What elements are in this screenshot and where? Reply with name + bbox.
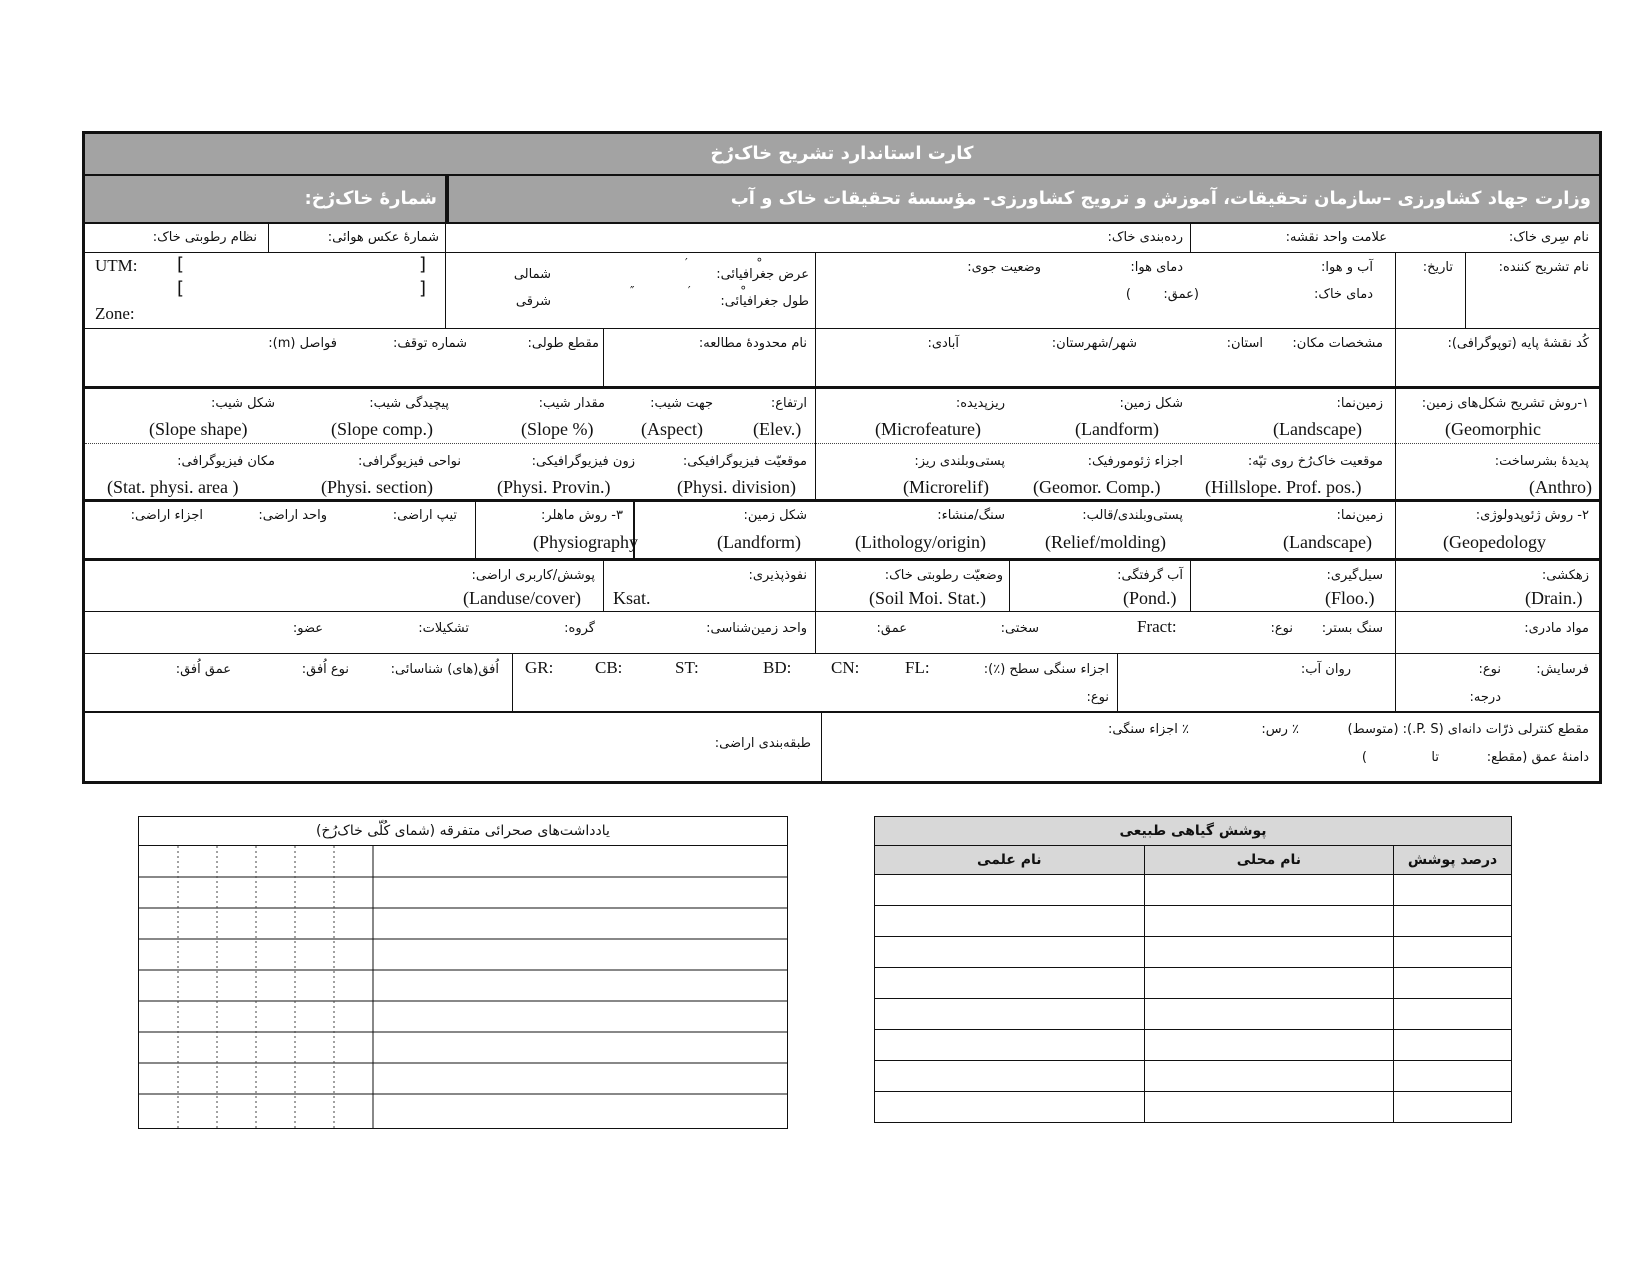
vegetation-cell[interactable] (1144, 906, 1394, 937)
physiography-method-label: ۳- روش ماهلر: (540, 508, 623, 523)
study-area-label: نام محدودهٔ مطالعه: (698, 336, 807, 351)
vegetation-title: پوشش گیاهی طبیعی (875, 817, 1512, 846)
physio-division-label: موقعیّت فیزیوگرافیکی: (682, 454, 807, 469)
vegetation-cell[interactable] (875, 875, 1145, 906)
fl-label: FL: (905, 658, 930, 677)
vegetation-cell[interactable] (1394, 1092, 1512, 1123)
vegetation-cell[interactable] (1394, 968, 1512, 999)
geopedo-landscape-en: (Landscape) (1283, 532, 1372, 552)
rock-fragments-label: ٪ اجزاء سنگی: (1107, 722, 1189, 737)
profile-number-label: شمارهٔ خاک‌رُخ: (304, 188, 437, 209)
geomorphic-method-en: (Geomorphic (1445, 419, 1541, 439)
flooding-label: سیل‌گیری: (1326, 568, 1383, 583)
landuse-en: (Landuse/cover) (463, 588, 581, 608)
vegetation-cell[interactable] (1144, 937, 1394, 968)
vegetation-cell[interactable] (1394, 1061, 1512, 1092)
fract-label: Fract: (1137, 617, 1177, 636)
vegetation-cell[interactable] (1144, 1092, 1394, 1123)
anthro-en: (Anthro) (1529, 477, 1592, 497)
map-unit-label: علامت واحد نقشه: (1285, 230, 1387, 245)
north-label: شمالی (513, 267, 551, 282)
vegetation-cell[interactable] (1144, 875, 1394, 906)
geopedo-landform-en: (Landform) (717, 532, 801, 552)
city-label: شهر/شهرستان: (1051, 336, 1137, 351)
landscape-en: (Landscape) (1273, 419, 1362, 439)
vegetation-cell[interactable] (1394, 1030, 1512, 1061)
depth-range-label: دامنهٔ عمق (مقطع: (1486, 750, 1589, 765)
vegetation-cell[interactable] (875, 968, 1145, 999)
slope-shape-en: (Slope shape) (149, 419, 248, 439)
vegetation-cell[interactable] (875, 937, 1145, 968)
ministry-title: وزارت جهاد کشاورزی –سازمان تحقیقات، آموزش و ترویج کشاورزی- مؤسسهٔ تحقیقات خاک و آب (730, 188, 1591, 209)
field-notes-title: یادداشت‌های صحرائی متفرقه (شمای کُلّی خاک‌رُخ) (316, 823, 610, 839)
bedrock-type-label: نوع: (1270, 621, 1293, 636)
runoff-label: روان آب: (1300, 662, 1351, 677)
village-label: آبادی: (927, 336, 959, 351)
physio-section-label: نواحی فیزیوگرافی: (358, 454, 461, 469)
col-cover-percent: درصد پوشش (1394, 846, 1512, 875)
slope-en: (Slope %) (521, 419, 594, 439)
vegetation-cell[interactable] (1144, 1061, 1394, 1092)
card-title: کارت استاندارد تشریح خاک‌رُخ (710, 143, 974, 164)
vegetation-cell[interactable] (1394, 906, 1512, 937)
elevation-label: ارتفاع: (770, 396, 807, 411)
vegetation-cell[interactable] (1144, 968, 1394, 999)
relief-en: (Relief/molding) (1045, 532, 1166, 552)
microfeature-en: (Microfeature) (875, 419, 981, 439)
physio-province-label: زون فیزیوگرافیکی: (531, 454, 635, 469)
landuse-label: پوشش/کاربری اراضی: (471, 568, 595, 583)
physio-area-en: (Stat. physi. area ) (107, 477, 239, 497)
soil-series-label: نام سِری خاک: (1508, 230, 1589, 245)
gr-label: GR: (525, 658, 554, 677)
slope-label: مقدار شیب: (538, 396, 605, 411)
infiltration-label: نفوذپذیری: (748, 568, 807, 583)
atmos-condition-label: وضعیت جوی: (967, 260, 1041, 275)
anthro-label: پدیدهٔ بشرساخت: (1494, 454, 1589, 469)
geologic-unit-label: واحد زمین‌شناسی: (706, 621, 807, 636)
drainage-label: زهکشی: (1541, 568, 1589, 583)
microfeature-label: ریزپدیده: (955, 396, 1005, 411)
land-unit-label: واحد اراضی: (258, 508, 327, 523)
cn-label: CN: (831, 658, 860, 677)
ponding-en: (Pond.) (1123, 588, 1177, 608)
relief-label: پستی‌وبلندی/قالب: (1082, 508, 1183, 523)
st-label: ST: (675, 658, 699, 677)
vegetation-cell[interactable] (875, 1030, 1145, 1061)
aerial-photo-label: شمارهٔ عکس هوائی: (327, 230, 439, 245)
landform-en: (Landform) (1075, 419, 1159, 439)
physio-province-en: (Physi. Provin.) (497, 477, 611, 497)
slope-shape-label: شکل شیب: (210, 396, 275, 411)
air-temp-label: دمای هوا: (1130, 260, 1183, 275)
field-notes-box (138, 816, 788, 1129)
surface-fragments-label: اجزاء سنگی سطح (٪): (983, 662, 1109, 677)
moisture-regime-label: نظام رطوبتی خاک: (152, 230, 257, 245)
soil-classification-label: رده‌بندی خاک: (1107, 230, 1183, 245)
erosion-label: فرسایش: (1536, 662, 1589, 677)
physiography-method-en: (Physiography (533, 532, 638, 552)
diagnostic-horizon-label: اُفق(های) شناسائی: (390, 662, 499, 677)
land-type-label: تیپ اراضی: (392, 508, 457, 523)
infiltration-en: Ksat. (613, 588, 651, 608)
physio-area-label: مکان فیزیوگرافی: (177, 454, 275, 469)
parent-material-label: مواد مادری: (1524, 621, 1589, 636)
field-notes-title-bar (139, 817, 787, 846)
vegetation-cell[interactable] (875, 1061, 1145, 1092)
clay-percent-label: ٪ رس: (1261, 722, 1299, 737)
vegetation-cell[interactable] (875, 906, 1145, 937)
soil-profile-card: کارت استاندارد تشریح خاک‌رُخ وزارت جهاد کشاورزی –سازمان تحقیقات، آموزش و ترویج کشاورزی- مؤسسهٔ تحقیقات خاک و آب شمارهٔ خاک‌رُخ: نام سِری خاک: علامت واحد نقشه: رده‌بندی خاک: شمارهٔ عکس هوائی: نظام رطوبتی خاک: نام تشریح کننده: تاریخ: آب و هوا: دمای هوا: وضعیت جوی: دمای خاک: (عمق: ) عرض جغرافیائی: طول جغرافیائی: شمالی شرقی ′ ° ″ ′ ° UTM: Zone: [ ] [ ] کُد نقشهٔ پایه (توپوگرافی): مشخصات مکان: استان: شهر/شهرستان: آبادی: نام محدودهٔ مطالعه: مقطع طولی: شماره توقف: فواصل (m): ۱-روش تشریح شکل‌های زمین: (Geomorphic زمین‌نما: (Landscape) شکل زمین: (Landform) ریزپدیده: (Microfeature) ارتفاع: (Elev.) جهت شیب: (Aspect) مقدار شیب: (Slope %) پیچیدگی شیب: (Slope comp.) شکل شیب: (Slope shape) پدیدهٔ بشرساخت: (Anthro) موقعیت خاک‌رُخ روی تپّه: (Hillslope. Prof. pos.) اجزاء ژئومورفیک: (Geomor. Comp.) پستی‌وبلندی ریز: (Microrelif) موقعیّت فیزیوگرافیکی: (Physi. division) زون فیزیوگرافیکی: (Physi. Provin.) نواحی فیزیوگرافی: (Physi. section) مکان فیزیوگرافی: (Stat. physi. area ) ۲- روش ژئوپدولوژی: (Geopedology زمین‌نما: (Landscape) پستی‌وبلندی/قالب: (Relief/molding) سنگ/منشاء: (Lithology/origin) شکل زمین: (Landform) ۳- روش ماهلر: (Physiography تیپ اراضی: واحد اراضی: اجزاء اراضی: زهکشی: (Drain.) سیل‌گیری: (Floo.) آب گرفتگی: (Pond.) وضعیّت رطوبتی خاک: (Soil Moi. Stat.) نفوذپذیری: Ksat. پوشش/کاربری اراضی: (Landuse/cover) مواد مادری: سنگ بستر: نوع: Fract: سختی: عمق: واحد زمین‌شناسی: گروه: تشکیلات: عضو: فرسایش: نوع: درجه: روان آب: اجزاء سنگی سطح (٪): نوع: FL: CN: BD: ST: CB: GR: اُفق(های) شناسائی: نوع اُفق: عمق اُفق: مقطع کنترلی ذرّات دانه‌ای (P. S.): (متوسط) ٪ رس: ٪ اجزاء سنگی: دامنهٔ عمق (مقطع: تا ) طبقه‌بندی اراضی: (82, 131, 1602, 784)
depth-range-close: ) (1361, 750, 1367, 765)
depth-range-to: تا (1431, 750, 1439, 765)
vegetation-cell[interactable] (1394, 999, 1512, 1030)
microrelief-label: پستی‌وبلندی ریز: (914, 454, 1005, 469)
soil-moisture-en: (Soil Moi. Stat.) (869, 588, 987, 608)
aspect-label: جهت شیب: (650, 396, 713, 411)
utm-label: UTM: (95, 256, 138, 275)
geomorphic-method-label: ۱-روش تشریح شکل‌های زمین: (1421, 396, 1589, 411)
control-section-label: مقطع کنترلی ذرّات دانه‌ای (P. S.): (متوسط) (1347, 722, 1589, 737)
stop-number-label: شماره توقف: (393, 336, 467, 351)
cb-label: CB: (595, 658, 623, 677)
ministry-bar (449, 176, 1599, 222)
longitude-label: طول جغرافیائی: (720, 294, 809, 309)
geopedo-landform-label: شکل زمین: (743, 508, 807, 523)
geomorphic-component-en: (Geomor. Comp.) (1033, 477, 1161, 497)
flooding-en: (Floo.) (1325, 588, 1375, 608)
transect-label: مقطع طولی: (527, 336, 599, 351)
topo-code-label: کُد نقشهٔ پایه (توپوگرافی): (1447, 336, 1589, 351)
physio-section-en: (Physi. section) (321, 477, 433, 497)
province-label: استان: (1226, 336, 1263, 351)
vegetation-cell[interactable] (1394, 875, 1512, 906)
describer-label: نام تشریح کننده: (1498, 260, 1589, 275)
location-label: مشخصات مکان: (1292, 336, 1383, 351)
bedrock-label: سنگ بستر: (1321, 621, 1383, 636)
erosion-type-label: نوع: (1478, 662, 1501, 677)
vegetation-cell[interactable] (875, 1092, 1145, 1123)
geomorphic-component-label: اجزاء ژئومورفیک: (1087, 454, 1183, 469)
vegetation-table (874, 816, 1512, 1123)
geopedology-method-en: (Geopedology (1443, 532, 1546, 552)
card-title-bar (85, 134, 1599, 174)
climate-label: آب و هوا: (1321, 260, 1373, 275)
field-notes-grid[interactable] (139, 846, 787, 1128)
landscape-label: زمین‌نما: (1336, 396, 1383, 411)
member-label: عضو: (292, 621, 323, 636)
geopedology-method-label: ۲- روش ژئوپدولوژی: (1475, 508, 1589, 523)
bedrock-depth-label: عمق: (876, 621, 907, 636)
zone-label: Zone: (95, 304, 135, 323)
bd-label: BD: (763, 658, 792, 677)
latitude-label: عرض جغرافیائی: (716, 267, 809, 282)
vegetation-cell[interactable] (1394, 937, 1512, 968)
microrelief-en: (Microrelif) (903, 477, 989, 497)
group-label: گروه: (564, 621, 595, 636)
elevation-en: (Elev.) (753, 419, 802, 439)
col-scientific-name: نام علمی (875, 846, 1145, 875)
horizon-depth-label: عمق اُفق: (175, 662, 231, 677)
date-label: تاریخ: (1422, 260, 1453, 275)
land-classification-label: طبقه‌بندی اراضی: (714, 736, 811, 751)
horizon-type-label: نوع اُفق: (301, 662, 349, 677)
slope-complexity-label: پیچیدگی شیب: (369, 396, 449, 411)
col-local-name: نام محلی (1144, 846, 1394, 875)
aspect-en: (Aspect) (641, 419, 703, 439)
vegetation-cell[interactable] (1144, 999, 1394, 1030)
ponding-label: آب گرفتگی: (1117, 568, 1183, 583)
hillslope-position-en: (Hillslope. Prof. pos.) (1205, 477, 1362, 497)
soil-moisture-label: وضعیّت رطوبتی خاک: (884, 568, 1003, 583)
hardness-label: سختی: (1000, 621, 1039, 636)
formation-label: تشکیلات: (418, 621, 469, 636)
landform-label: شکل زمین: (1119, 396, 1183, 411)
soil-temp-label: دمای خاک: (1313, 287, 1373, 302)
fragments-type-label: نوع: (1086, 690, 1109, 705)
lithology-label: سنگ/منشاء: (937, 508, 1005, 523)
depth-close: ) (1125, 287, 1131, 302)
lithology-en: (Lithology/origin) (855, 532, 986, 552)
slope-complexity-en: (Slope comp.) (331, 419, 433, 439)
land-component-label: اجزاء اراضی: (130, 508, 203, 523)
interval-label: فواصل (m): (268, 336, 337, 351)
vegetation-cell[interactable] (1144, 1030, 1394, 1061)
profile-number-bar (85, 176, 445, 222)
drainage-en: (Drain.) (1525, 588, 1583, 608)
depth-label: (عمق: (1163, 287, 1199, 302)
vegetation-cell[interactable] (875, 999, 1145, 1030)
hillslope-position-label: موقعیت خاک‌رُخ روی تپّه: (1247, 454, 1383, 469)
geopedo-landscape-label: زمین‌نما: (1336, 508, 1383, 523)
east-label: شرقی (515, 294, 551, 309)
erosion-degree-label: درجه: (1469, 690, 1501, 705)
physio-division-en: (Physi. division) (677, 477, 797, 497)
